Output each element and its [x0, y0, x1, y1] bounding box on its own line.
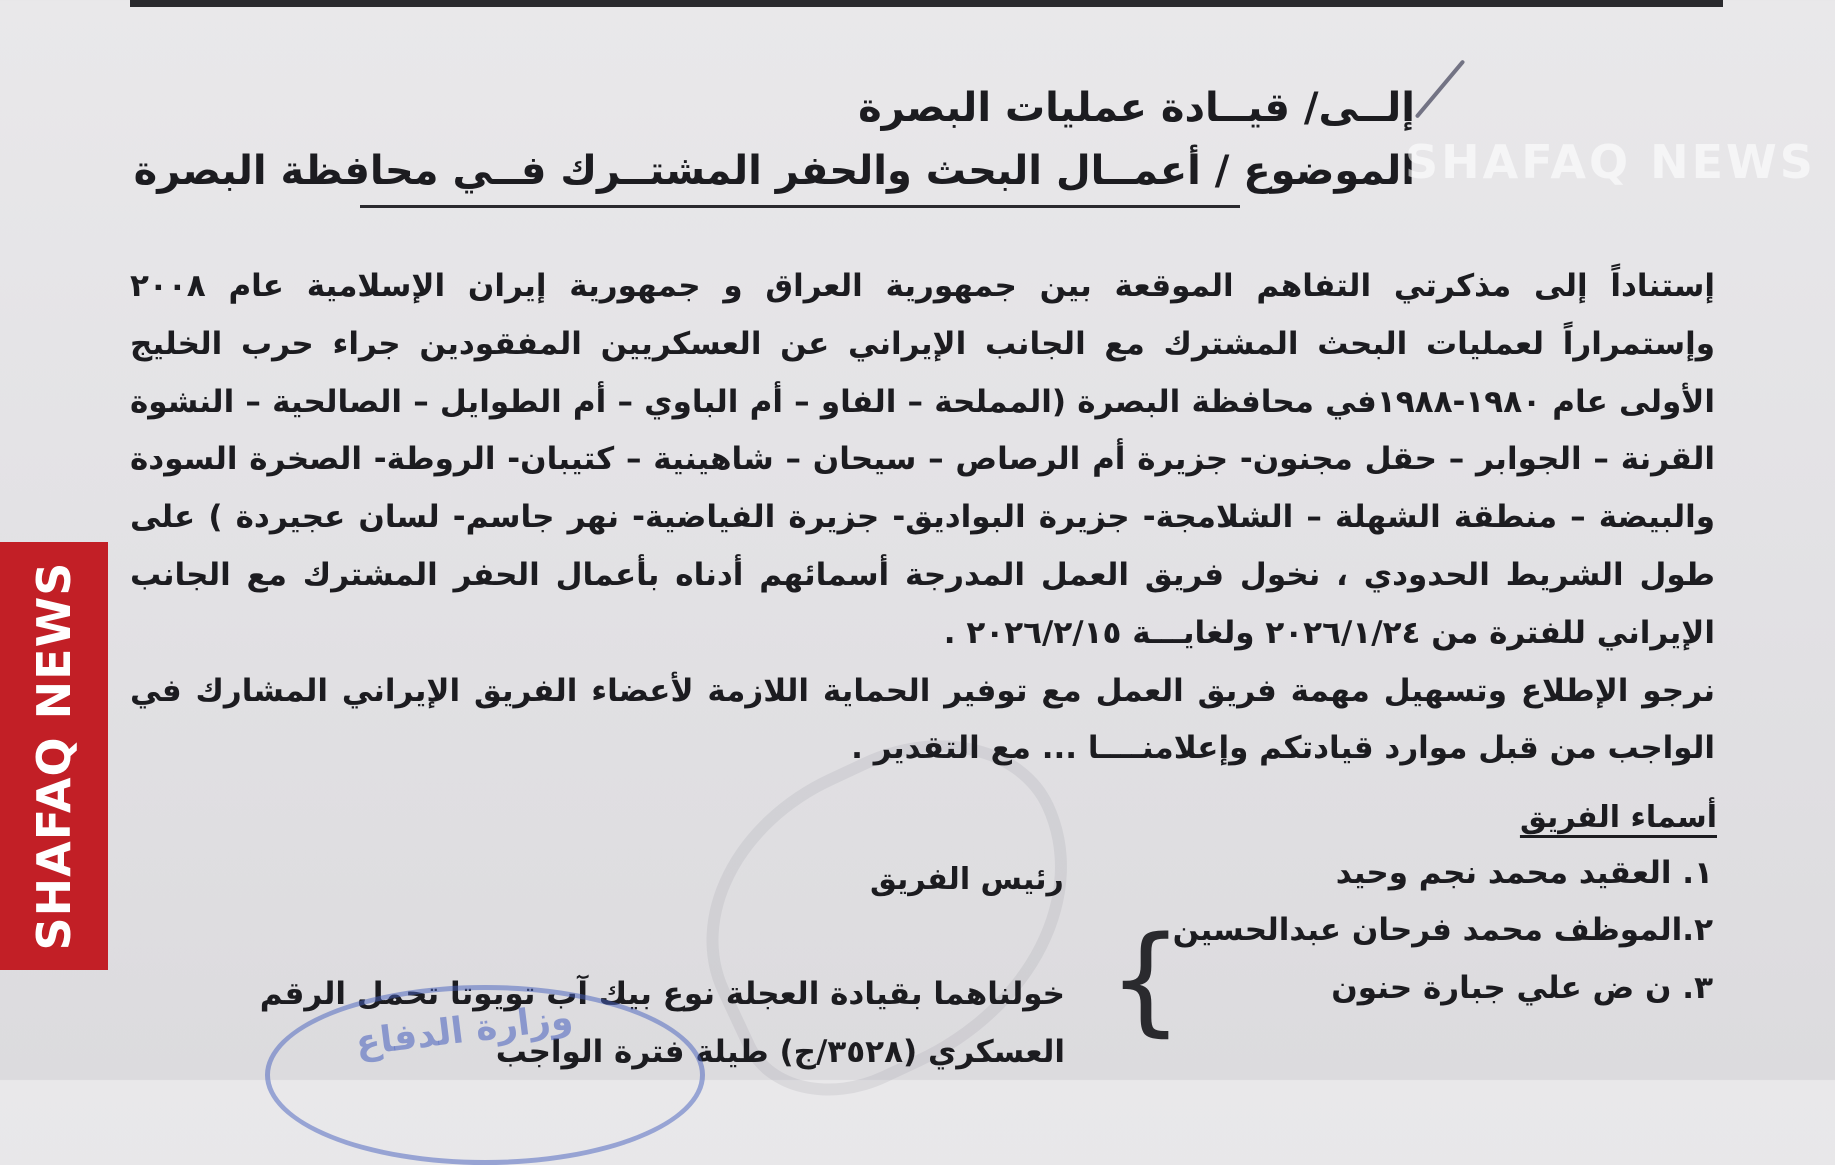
team-member-3: ٣. ن ض علي جبارة حنون	[1331, 970, 1713, 1006]
team-heading: أسماء الفريق	[1519, 800, 1717, 835]
pen-mark	[1415, 59, 1466, 118]
team-leader-label: رئيس الفريق	[870, 862, 1064, 897]
stamp-text: وزارة الدفاع	[353, 996, 575, 1065]
grouping-brace: {	[1108, 910, 1184, 1048]
subject-line: الموضوع / أعمــال البحث والحفر المشتــرك فــي محافظة البصرة	[133, 148, 1415, 194]
shafaq-news-side-badge	[0, 542, 108, 970]
body-paragraph-1: إستناداً إلى مذكرتي التفاهم الموقعة بين جمهورية العراق و جمهورية إيران الإسلامية عام ٢٠٠٨ وإستمراراً لعمليات البحث المشترك مع الجانب الإيراني عن العسكريين المفقودين جراء حرب الخليج الأولى عام ١٩٨٠-١٩٨٨في محافظة البصرة (المملحة – الفاو – أم الباوي – أم الطوايل – الصالحية – النشوة القرنة – الجوابر – حقل مجنون- جزيرة أم الرصاص – سيحان – شاهينية – كتيبان- الروطة- الصخرة السودة والبيضة – منطقة الشهلة – الشلامجة- جزيرة البواديق- جزيرة الفياضية- نهر جاسم- لسان عجيردة ) على طول الشريط الحدودي ، نخول فريق العمل المدرجة أسمائهم أدناه بأعمال الحفر المشترك مع الجانب الإيراني للفترة من ٢٠٢٦/١/٢٤ ولغايـــة ٢٠٢٦/٢/١٥ .	[130, 268, 1715, 651]
addressee-line: إلــى/ قيــادة عمليات البصرة	[858, 85, 1415, 131]
side-badge-label: SHAFAQ NEWS	[27, 561, 81, 951]
subject-underline	[360, 205, 1240, 208]
letter-body	[130, 258, 1715, 778]
watermark-text: SHAFAQ NEWS	[1405, 135, 1816, 189]
team-member-2: ٢.الموظف محمد فرحان عبدالحسين	[1172, 912, 1713, 948]
team-member-1: ١. العقيد محمد نجم وحيد	[1335, 855, 1713, 891]
body-paragraph-2: نرجو الإطلاع وتسهيل مهمة فريق العمل مع توفير الحماية اللازمة لأعضاء الفريق الإيراني المشارك في الواجب من قبل موارد قيادتكم وإعلامنــــا ... مع التقدير .	[130, 672, 1715, 767]
vehicle-assignment: خولناهما بقيادة العجلة نوع بيك آب تويوتا تحمل الرقم العسكري (٣٥٢٨/ج) طيلة فترة الواجب	[259, 976, 1065, 1070]
top-border-rule	[130, 0, 1723, 7]
